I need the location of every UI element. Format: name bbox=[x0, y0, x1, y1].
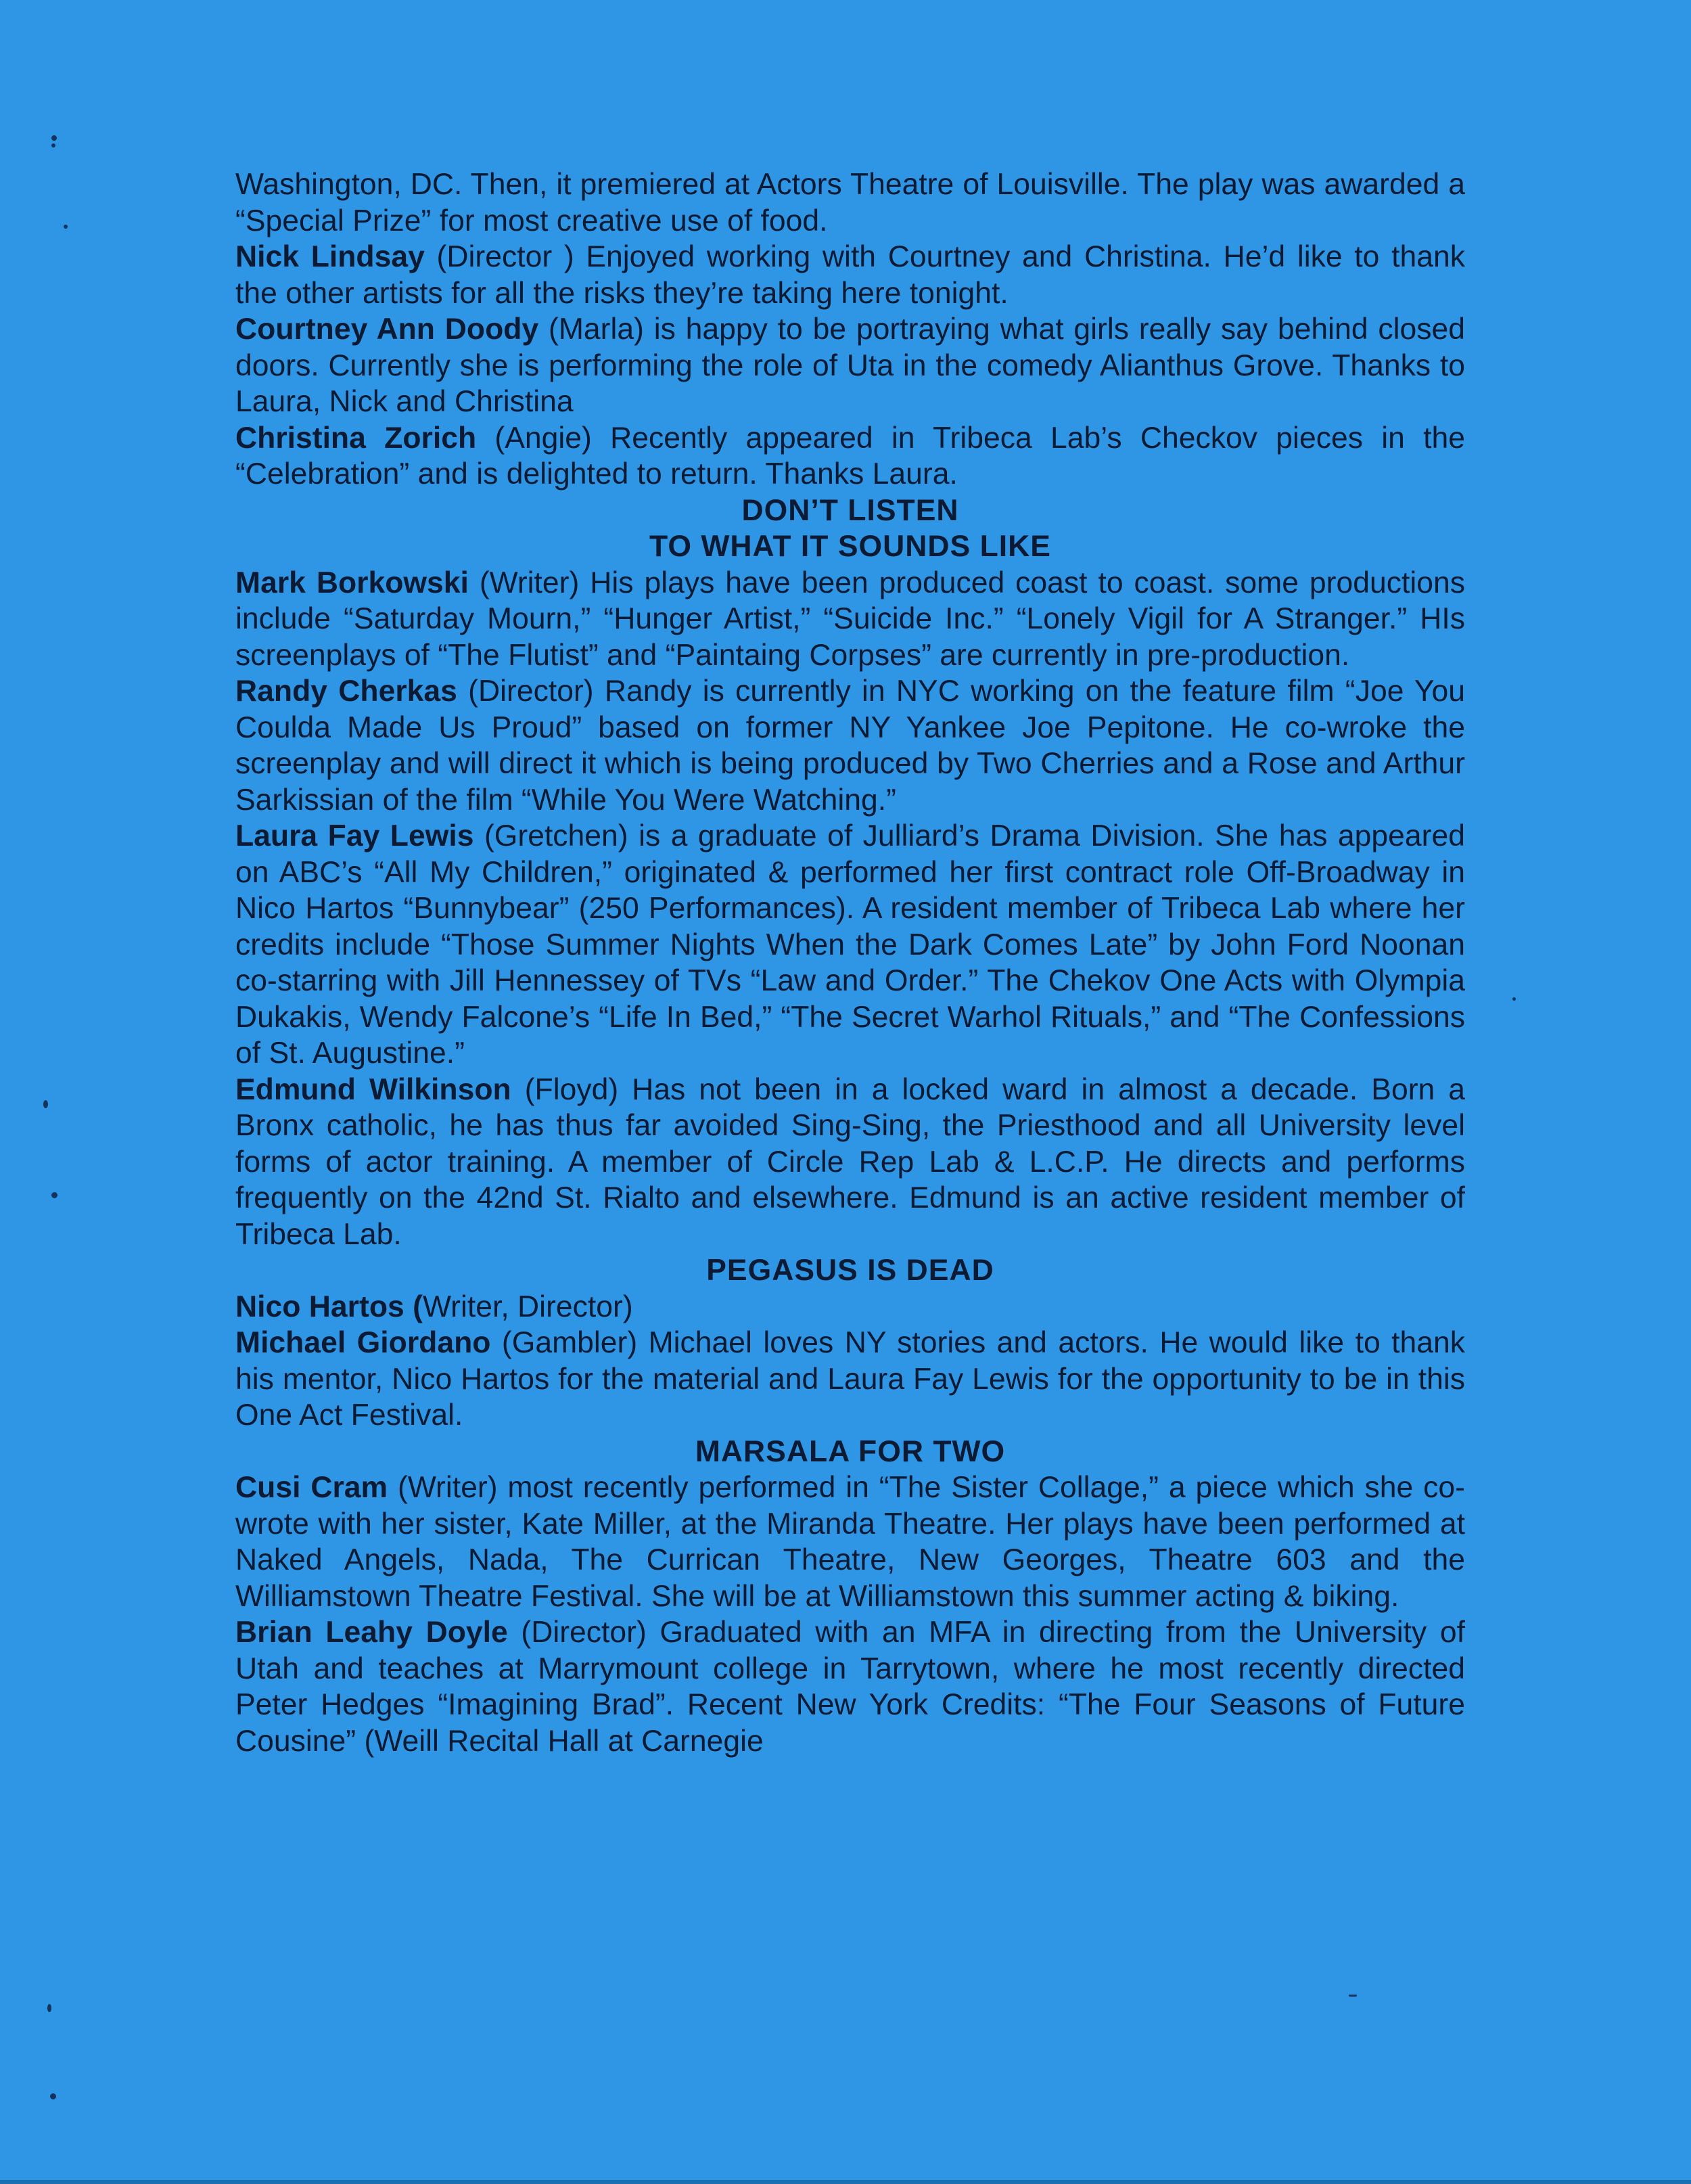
bio-paragraph bbox=[235, 1072, 1465, 1253]
bio-paragraph bbox=[235, 239, 1465, 311]
bio-text: (Marla) is happy to be portraying what girls really say behind closed doors. Currently she is performing the role of Uta in the comedy Alianthus Grove. Thanks to Laura, Nick and Christina bbox=[235, 313, 1465, 418]
bio-text: (Writer) most recently performed in “The Sister Collage,” a piece which she co-wrote with her sister, Kate Miller, at the Miranda Theatre. Her plays have been performed at Naked Angels, Nada, The Currican Theatre, New Georges, Theatre 603 and the Williamstown Theatre Festival. She will be at Williamstown this summer acting & biking. bbox=[235, 1471, 1465, 1613]
bio-paragraph bbox=[235, 1614, 1465, 1759]
punch-mark-5 bbox=[51, 1192, 57, 1198]
program-text bbox=[235, 166, 1465, 1759]
section-title: MARSALA FOR TWO bbox=[695, 1434, 1006, 1468]
bio-name: Brian Leahy Doyle bbox=[235, 1616, 508, 1649]
punch-mark-1 bbox=[51, 135, 57, 141]
intro-text: Washington, DC. Then, it premiered at Actors Theatre of Louisville. The play was awarded a “Special Prize” for most creative use of food. bbox=[235, 168, 1465, 237]
bio-text: (Gambler) Michael loves NY stories and actors. He would like to thank his mentor, Nico Hartos for the material and Laura Fay Lewis for the opportunity to be in this One Act Festival. bbox=[235, 1326, 1466, 1432]
bio-name: Nico Hartos ( bbox=[235, 1290, 423, 1323]
bio-paragraph bbox=[235, 1325, 1465, 1434]
speck-1 bbox=[1512, 997, 1516, 1001]
bio-text: (Gretchen) is a graduate of Julliard’s Drama Division. She has appeared on ABC’s “All My Children,” originated & performed her first contract role Off-Broadway in Nico Hartos “Bunnybear” (250 Performances). A resident member of Tribeca Lab where her credits include “Those Summer Nights When the Dark Comes Late” by John Ford Noonan co-starring with Jill Hennessey of TVs “Law and Order.” The Chekov One Acts with Olympia Dukakis, Wendy Falcone’s “Life In Bed,” “The Secret Warhol Rituals,” and “The Confessions of St. Augustine.” bbox=[235, 819, 1465, 1070]
bio-paragraph bbox=[235, 673, 1465, 818]
bio-paragraph bbox=[235, 1289, 1465, 1325]
punch-mark-2 bbox=[51, 143, 55, 147]
bio-text: (Writer) His plays have been produced coast to coast. some productions include “Saturday Mourn,” “Hunger Artist,” “Suicide Inc.” “Lonely Vigil for A Stranger.” HIs screenplays of “The Flutist” and “Paintaing Corpses” are currently in pre-production. bbox=[235, 566, 1465, 672]
page-bottom-edge bbox=[0, 2180, 1691, 2184]
section-title-line: DON’T LISTEN bbox=[741, 493, 959, 527]
bio-paragraph bbox=[235, 311, 1465, 420]
bio-name: Laura Fay Lewis bbox=[235, 819, 474, 852]
bio-paragraph bbox=[235, 420, 1465, 493]
bio-name: Michael Giordano bbox=[235, 1326, 491, 1359]
intro-paragraph bbox=[235, 166, 1465, 239]
punch-mark-4 bbox=[43, 1100, 48, 1108]
bio-name: Nick Lindsay bbox=[235, 240, 425, 273]
bio-name: Courtney Ann Doody bbox=[235, 313, 539, 346]
punch-mark-7 bbox=[50, 2093, 56, 2099]
speck-2 bbox=[1349, 1995, 1357, 1997]
bio-text: (Director) Randy is currently in NYC working on the feature film “Joe You Coulda Made Us Proud” based on former NY Yankee Joe Pepitone. He co-wroke the screenplay and will direct it which is being produced by Two Cherries and a Rose and Arthur Sarkissian of the film “While You Were Watching.” bbox=[235, 675, 1465, 817]
bio-name: Cusi Cram bbox=[235, 1471, 388, 1504]
punch-mark-3 bbox=[64, 225, 68, 229]
bio-paragraph bbox=[235, 818, 1465, 1072]
bio-text: (Angie) Recently appeared in Tribeca Lab’s Checkov pieces in the “Celebration” and is delighted to return. Thanks Laura. bbox=[235, 421, 1466, 491]
bio-text: Writer, Director) bbox=[422, 1290, 633, 1323]
section-title-line: TO WHAT IT SOUNDS LIKE bbox=[649, 530, 1051, 563]
bio-text: (Director ) Enjoyed working with Courtney and Christina. He’d like to thank the other artists for all the risks they’re taking here tonight. bbox=[235, 240, 1465, 310]
punch-mark-6 bbox=[47, 2004, 51, 2012]
bio-name: Edmund Wilkinson bbox=[235, 1072, 511, 1106]
bio-name: Randy Cherkas bbox=[235, 675, 457, 708]
bio-name: Christina Zorich bbox=[235, 421, 477, 455]
bio-name: Mark Borkowski bbox=[235, 566, 469, 599]
section-title: PEGASUS IS DEAD bbox=[706, 1254, 994, 1287]
bio-text: (Floyd) Has not been in a locked ward in almost a decade. Born a Bronx catholic, he has thus far avoided Sing-Sing, the Priesthood and all University level forms of actor training. A member of Circle Rep Lab & L.C.P. He directs and performs frequently on the 42nd St. Rialto and elsewhere. Edmund is an active resident member of Tribeca Lab. bbox=[235, 1072, 1465, 1251]
bio-paragraph bbox=[235, 565, 1465, 674]
bio-text: (Director) Graduated with an MFA in directing from the University of Utah and teaches at Marrymount college in Tarrytown, where he most recently directed Peter Hedges “Imagining Brad”. Recent New York Credits: “The Four Seasons of Future Cousine” (Weill Recital Hall at Carnegie bbox=[235, 1616, 1465, 1758]
bio-paragraph bbox=[235, 1470, 1465, 1614]
